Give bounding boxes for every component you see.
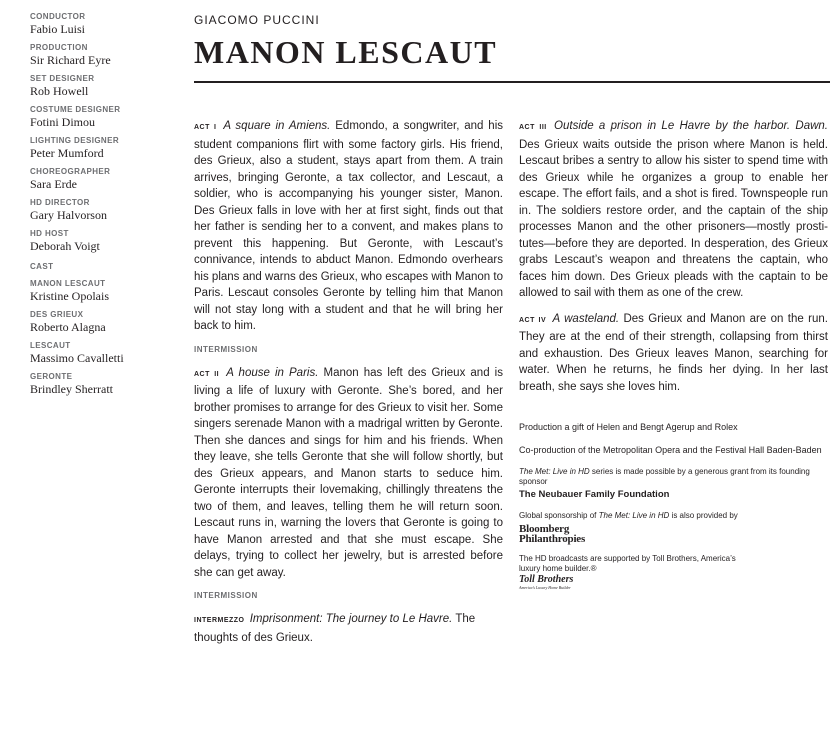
cast-role: GERONTE [30, 372, 73, 381]
coproduction-note: Co-production of the Metropolitan Opera and the Festival Hall Baden-Baden [519, 445, 822, 455]
act-text: Des Grieux and Manon are on the run. They are at the end of their strength, collapsing from thirst and exhaustion. Des Grieux leaves Manon, searching for water. When he returns, he finds her dying. In her last breath, she says she loves him. [519, 312, 828, 393]
credit-name: Sara Erde [30, 177, 77, 191]
credit-set-designer [30, 74, 180, 98]
synopsis-column-right [519, 118, 828, 590]
cast-des-grieux [30, 310, 180, 334]
credit-choreographer [30, 167, 180, 191]
credit-name: Peter Mumford [30, 146, 104, 160]
production-gift-note: Production a gift of Helen and Bengt Agerup and Rolex [519, 422, 738, 432]
global-prefix: Global sponsorship of [519, 511, 599, 520]
cast-role: MANON LESCAUT [30, 279, 106, 288]
credit-role: COSTUME DESIGNER [30, 105, 121, 114]
credit-role: HD DIRECTOR [30, 198, 90, 207]
credit-name: Gary Halvorson [30, 208, 107, 222]
credit-name: Fotini Dimou [30, 115, 96, 129]
act-setting: A square in Amiens. [223, 120, 331, 132]
cast-role: LESCAUT [30, 341, 71, 350]
intermezzo-paragraph [194, 611, 503, 646]
credit-role: PRODUCTION [30, 43, 88, 52]
bloomberg-logo-line1: Bloomberg [519, 523, 570, 535]
act-setting: A house in Paris. [226, 366, 319, 379]
bloomberg-logo-line2: Philanthropies [519, 533, 586, 545]
toll-brothers-logo: Toll Brothers [519, 574, 574, 585]
cast-manon-lescaut [30, 279, 180, 303]
cast-role: DES GRIEUX [30, 310, 84, 319]
credit-conductor [30, 12, 180, 36]
credit-hd-host [30, 229, 180, 253]
credit-role: CHOREOGRAPHER [30, 167, 111, 176]
credit-costume-designer [30, 105, 180, 129]
series-sponsor-block [519, 467, 828, 501]
act-4-paragraph [519, 311, 828, 396]
cast-name: Kristine Opolais [30, 289, 109, 303]
credit-name: Sir Richard Eyre [30, 53, 111, 67]
act-text: Edmondo, a songwriter, and his student companions flirt with some factory girls. His friend, des Grieux, also a student, stays apart from them. A train arrives, bringing Geronte, a tax collector, and Lescaut, a soldier, who is accompanying his younger sister, Manon. Des Grieux falls in love with her at first sight, finds out that her father is sending her to a convent, and makes plans to prevent this happening. But Geronte, with Lescaut’s connivance, intends to abduct Manon. Edmondo overhears his plans and warns des Grieux, who escapes with Manon to Paris. Lescaut consoles Geronte by telling him that Manon will not stay long with a student and that he will bring her back to him. [194, 120, 504, 332]
cast-heading: CAST [30, 262, 54, 271]
act-setting: A wasteland. [552, 312, 620, 325]
act-text: Manon has left des Grieux and is living a life of luxury with Geronte. She’s bored, and her brother promises to arrange for des Grieux to visit her. Some singers serenade Manon with a madrigal written by Geronte. Then she dances and sings for him and his friends. When they leave, she tells Geronte that she will follow shortly, but des Grieux appears, and Manon starts to seduce him. Geronte interrupts their lovemaking, chillingly threatens the two of them, and leaves, telling them he will return soon. Lescaut runs in, warning the lovers that Geronte is going to have Manon arrested and that she must escape. She delays, trying to collect her jewelry, but is arrested before she can get away. [194, 366, 503, 579]
credit-name: Rob Howell [30, 84, 89, 98]
act-label: INTERMEZZO [194, 617, 245, 624]
credit-role: HD HOST [30, 229, 69, 238]
toll-brothers-tagline: America’s Luxury Home Builder [519, 585, 571, 590]
credit-role: LIGHTING DESIGNER [30, 136, 120, 145]
intermission-label: INTERMISSION [194, 591, 258, 600]
act-label: ACT I [194, 124, 217, 131]
synopsis-column-left [194, 118, 503, 646]
intermission-label: INTERMISSION [194, 344, 258, 354]
title-rule [194, 81, 830, 83]
global-title: The Met: Live in HD [598, 511, 670, 520]
act-setting: Outside a prison in Le Havre by the harbor. Dawn. [554, 120, 828, 132]
act-label: ACT III [519, 124, 547, 131]
credit-lighting-designer [30, 136, 180, 160]
cast-lescaut [30, 341, 180, 365]
credit-name: Deborah Voigt [30, 239, 100, 253]
credit-name: Fabio Luisi [30, 22, 86, 36]
foundation-name: The Neubauer Family Foundation [519, 489, 670, 500]
act-label: ACT IV [519, 316, 547, 324]
hd-broadcasts-note: The HD broadcasts are supported by Toll Brothers, America’s luxury home builder.® [519, 554, 736, 573]
act-1-paragraph [194, 118, 503, 335]
global-suffix: is also provided by [669, 511, 738, 520]
credits-sidebar [30, 12, 180, 403]
act-2-paragraph [194, 365, 503, 582]
composer-name: GIACOMO PUCCINI [194, 13, 320, 27]
act-text: Des Grieux waits outside the prison where Manon is held. Lescaut bribes a sentry to allow his sister to spend time with des Grieux while he organizes a group to enable her escape. The effort fails, and a shot is fired. Townspeople run in. The soldiers restore order, and the captain of the ship processes Manon and the other prisoners—mostly prostitutes—before they are deported. In desperation, des Grieux grabs Lescaut’s weapon and threatens the captain, who faces him down. Des Grieux pleads with the captain to be allowed to sail with them as one of the crew. [519, 138, 828, 299]
cast-geronte [30, 372, 180, 396]
credit-hd-director [30, 198, 180, 222]
credit-production [30, 43, 180, 67]
cast-name: Massimo Cavalletti [30, 351, 124, 365]
act-3-paragraph [519, 118, 828, 302]
bloomberg-philanthropies-logo [519, 524, 828, 544]
opera-title: MANON LESCAUT [194, 34, 498, 70]
act-text: The thoughts of des Grieux. [194, 613, 476, 644]
credit-role: SET DESIGNER [30, 74, 95, 83]
cast-name: Roberto Alagna [30, 320, 106, 334]
act-label: ACT II [194, 370, 220, 378]
credit-role: CONDUCTOR [30, 12, 86, 21]
series-text: series is made possible by a generous grant from its founding sponsor [519, 467, 810, 486]
act-setting: Imprisonment: The journey to Le Havre. [249, 613, 453, 625]
cast-name: Brindley Sherratt [30, 382, 113, 396]
series-sponsor-note [519, 467, 828, 487]
global-sponsor-note [519, 511, 828, 521]
series-title: The Met: Live in HD [519, 467, 590, 476]
